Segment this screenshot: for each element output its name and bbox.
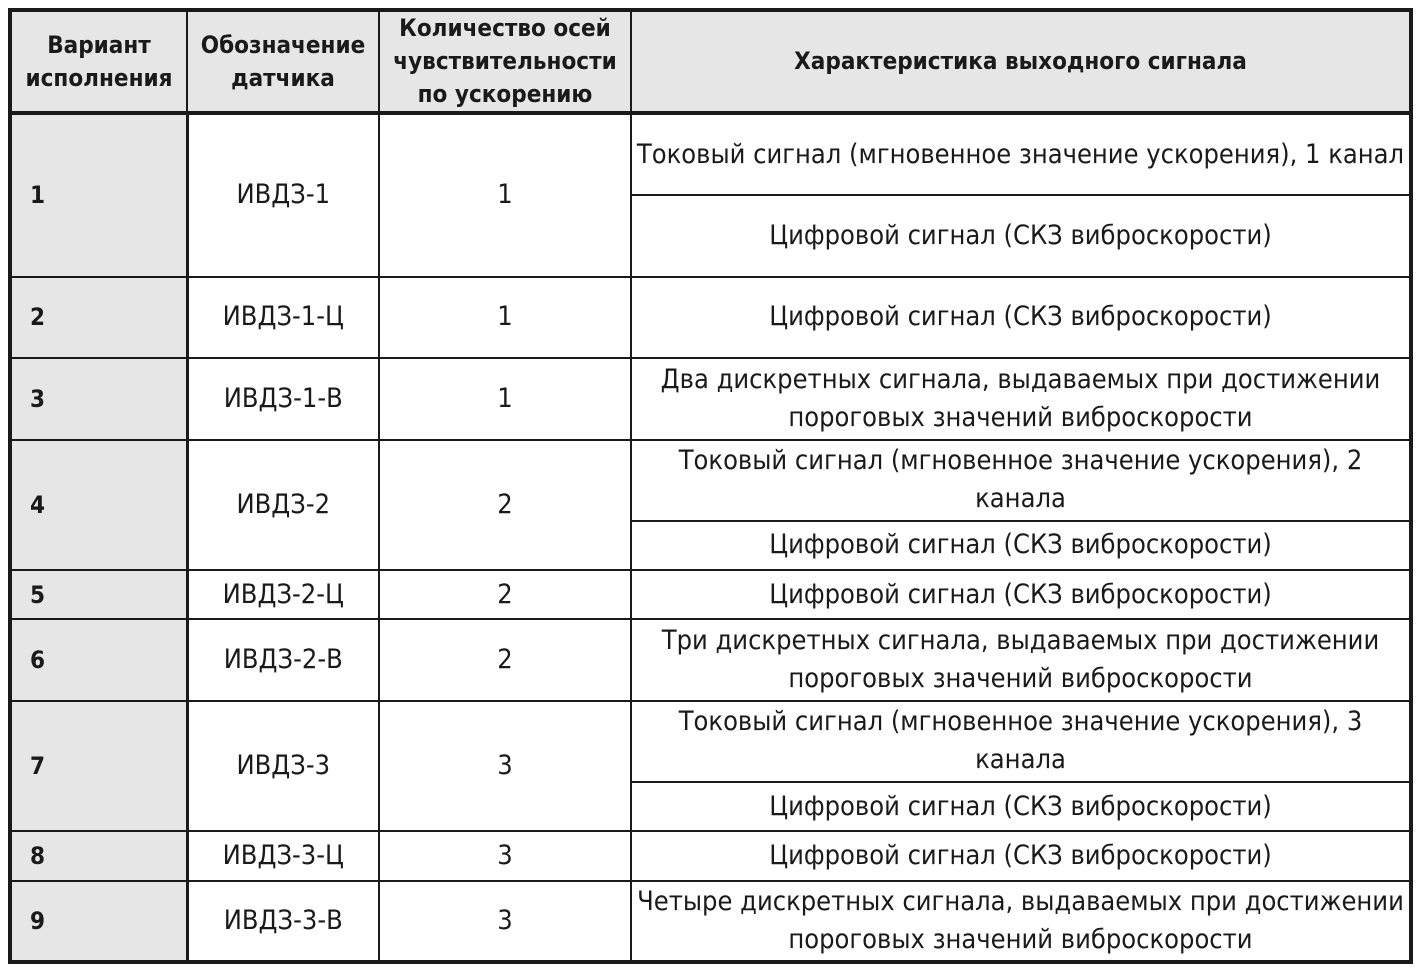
designation-cell: ИВДЗ-1-В: [187, 358, 379, 439]
signal-cell: Цифровой сигнал (СКЗ виброскорости): [631, 831, 1411, 880]
variant-cell: 5: [10, 570, 187, 619]
header-axes: Количество осей чувствительности по ускорению: [379, 10, 631, 113]
designation-cell: ИВДЗ-2-В: [187, 619, 379, 700]
signal-cell: Токовый сигнал (мгновенное значение ускорения), 2 канала: [631, 440, 1411, 521]
table-row: [10, 619, 1411, 700]
designation-cell: ИВДЗ-3-В: [187, 881, 379, 963]
sensor-variants-table: [8, 8, 1413, 964]
variant-cell: 6: [10, 619, 187, 700]
designation-cell: ИВДЗ-2-Ц: [187, 570, 379, 619]
axes-cell: 1: [379, 277, 631, 358]
variant-cell: 8: [10, 831, 187, 880]
designation-cell: ИВДЗ-1-Ц: [187, 277, 379, 358]
table-row: [10, 113, 1411, 195]
header-designation: Обозначение датчика: [187, 10, 379, 113]
table-row: [10, 831, 1411, 880]
axes-cell: 1: [379, 113, 631, 277]
designation-cell: ИВДЗ-3-Ц: [187, 831, 379, 880]
table-row: [10, 277, 1411, 358]
table-row: [10, 570, 1411, 619]
axes-cell: 2: [379, 570, 631, 619]
axes-cell: 2: [379, 619, 631, 700]
signal-cell: Четыре дискретных сигнала, выдаваемых при достижении пороговых значений виброскорости: [631, 881, 1411, 963]
signal-cell: Цифровой сигнал (СКЗ виброскорости): [631, 277, 1411, 358]
signal-cell: Цифровой сигнал (СКЗ виброскорости): [631, 570, 1411, 619]
signal-cell: Цифровой сигнал (СКЗ виброскорости): [631, 195, 1411, 276]
variant-cell: 7: [10, 701, 187, 832]
signal-cell: Два дискретных сигнала, выдаваемых при достижении пороговых значений виброскорости: [631, 358, 1411, 439]
variant-cell: 3: [10, 358, 187, 439]
table-header: [10, 10, 1411, 113]
table-body: [10, 113, 1411, 962]
signal-cell: Три дискретных сигнала, выдаваемых при достижении пороговых значений виброскорости: [631, 619, 1411, 700]
variant-cell: 4: [10, 440, 187, 571]
axes-cell: 3: [379, 831, 631, 880]
signal-cell: Токовый сигнал (мгновенное значение ускорения), 1 канал: [631, 113, 1411, 195]
axes-cell: 2: [379, 440, 631, 571]
signal-cell: Цифровой сигнал (СКЗ виброскорости): [631, 782, 1411, 831]
designation-cell: ИВДЗ-2: [187, 440, 379, 571]
axes-cell: 1: [379, 358, 631, 439]
table-row: [10, 701, 1411, 782]
axes-cell: 3: [379, 701, 631, 832]
variant-cell: 1: [10, 113, 187, 277]
variant-cell: 2: [10, 277, 187, 358]
axes-cell: 3: [379, 881, 631, 963]
header-variant: Вариант исполнения: [10, 10, 187, 113]
designation-cell: ИВДЗ-3: [187, 701, 379, 832]
signal-cell: Токовый сигнал (мгновенное значение ускорения), 3 канала: [631, 701, 1411, 782]
variant-cell: 9: [10, 881, 187, 963]
signal-cell: Цифровой сигнал (СКЗ виброскорости): [631, 521, 1411, 570]
header-signal: Характеристика выходного сигнала: [631, 10, 1411, 113]
designation-cell: ИВДЗ-1: [187, 113, 379, 277]
table-row: [10, 358, 1411, 439]
table-row: [10, 440, 1411, 521]
table-row: [10, 881, 1411, 963]
